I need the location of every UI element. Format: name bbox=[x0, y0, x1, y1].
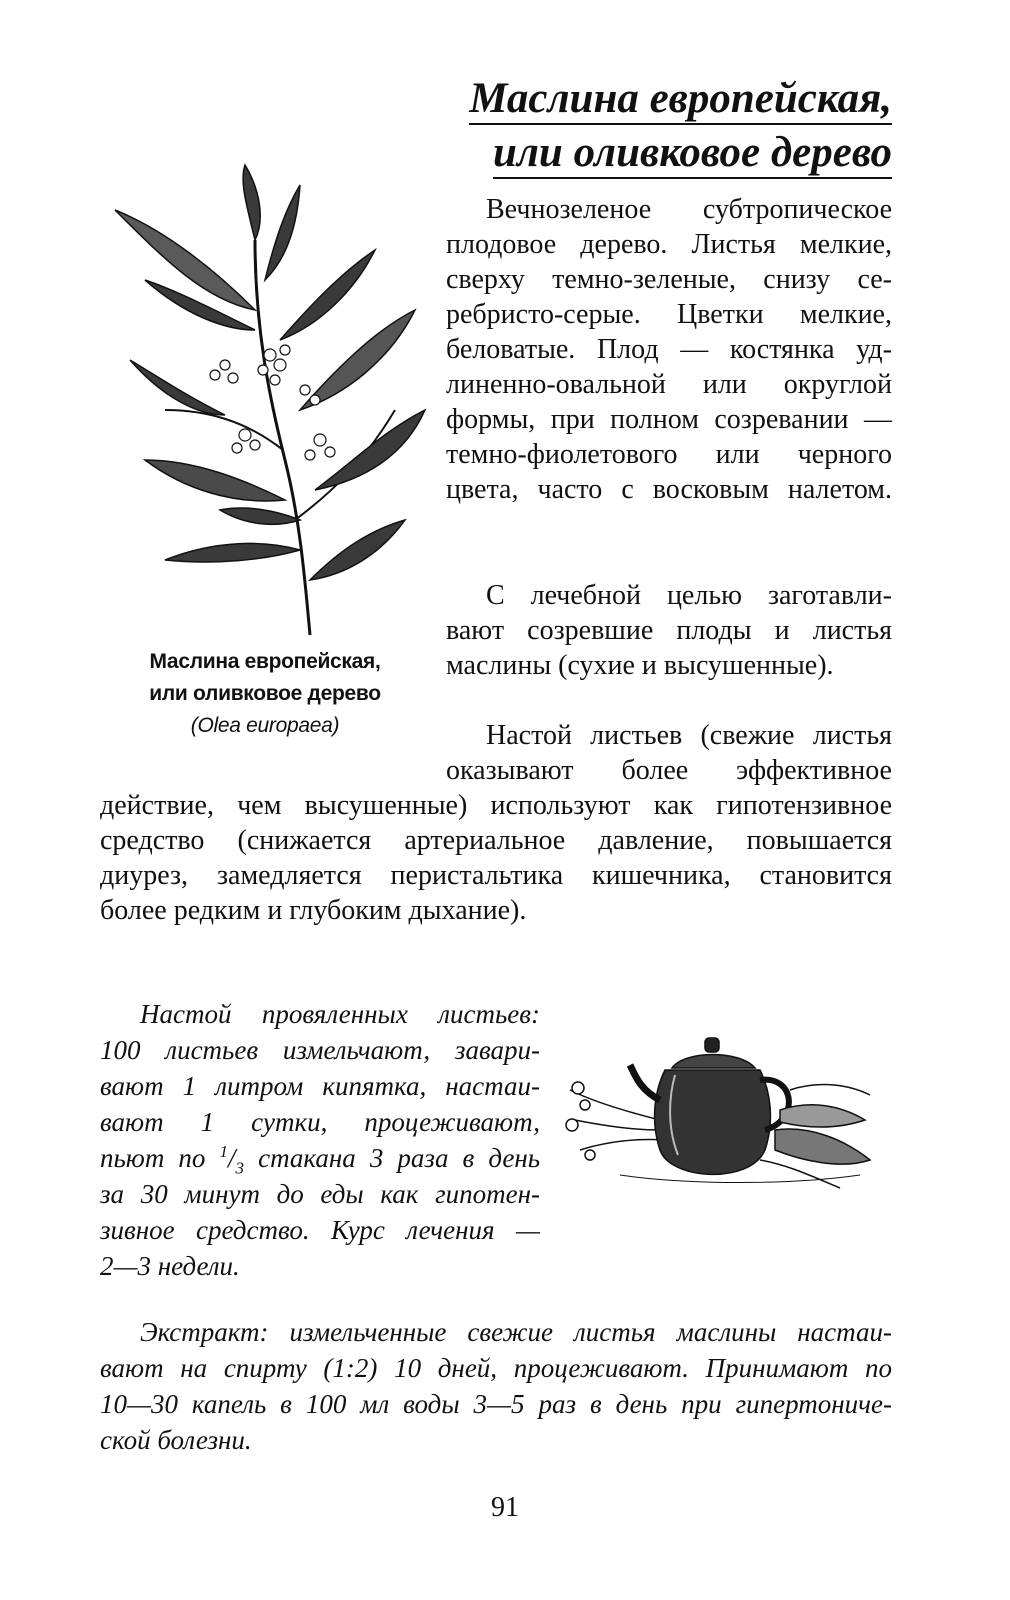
infusion-line: оказывают более эффективное bbox=[446, 755, 892, 786]
description-line: ребристо-серые. Цветки мелкие, bbox=[446, 299, 892, 330]
description-line: беловатые. Плод — костянка уд- bbox=[446, 334, 892, 365]
recipe-line: за 30 минут до еды как гипотен- bbox=[100, 1179, 540, 1209]
description-line: сверху темно-зеленые, снизу се- bbox=[446, 264, 892, 295]
page-title-line-1: Маслина европейская, bbox=[469, 74, 892, 124]
page-title-line-2: или оливковое дерево bbox=[493, 128, 892, 178]
recipe-infusion bbox=[100, 996, 540, 1284]
recipe-line: 2—3 недели. bbox=[100, 1251, 240, 1281]
description-line: цвета, часто с восковым налетом. bbox=[446, 474, 892, 505]
caption-line-2: или оливковое дерево bbox=[149, 682, 381, 705]
illustration-caption bbox=[110, 646, 420, 742]
infusion-line: действие, чем высушенные) используют как гипотензивное bbox=[100, 790, 892, 821]
description-line: Вечнозеленое субтропическое bbox=[486, 194, 892, 225]
infusion-line: средство (снижается артериальное давление, повышается bbox=[100, 825, 892, 856]
harvest-line: вают созревшие плоды и листья bbox=[446, 615, 892, 646]
recipe-extract bbox=[100, 1314, 892, 1458]
description-line: линенно-овальной или округлой bbox=[446, 369, 892, 400]
infusion-note-top bbox=[446, 718, 892, 788]
caption-line-1: Маслина европейская, bbox=[149, 650, 381, 673]
infusion-note-bottom bbox=[100, 788, 892, 928]
recipe-line: Экстракт: измельченные свежие листья маслины настаи- bbox=[140, 1317, 892, 1347]
recipe-line: вают на спирту (1:2) 10 дней, процеживают. Принимают по bbox=[100, 1353, 892, 1383]
description-paragraph bbox=[446, 192, 892, 507]
recipe-line: вают 1 литром кипятка, настаи- bbox=[100, 1071, 540, 1101]
infusion-line: более редким и глубоким дыхание). bbox=[100, 895, 527, 926]
harvest-line: С лечебной целью заготавли- bbox=[486, 580, 892, 611]
teapot-with-herbs-illustration bbox=[560, 1030, 880, 1190]
recipe-line: Настой провяленных листьев: bbox=[140, 999, 540, 1029]
recipe-line: ской болезни. bbox=[100, 1425, 252, 1455]
infusion-line: Настой листьев (свежие листья bbox=[486, 720, 892, 751]
harvest-line: маслины (сухие и высушенные). bbox=[446, 650, 834, 681]
recipe-line: пьют по $^1/_3$ стакана 3 раза в день bbox=[100, 1142, 540, 1178]
recipe-line: 100 листьев измельчают, завари- bbox=[100, 1035, 540, 1065]
recipe-line: вают 1 сутки, процеживают, bbox=[100, 1107, 540, 1137]
page-number: 91 bbox=[491, 1492, 519, 1523]
olive-branch-illustration bbox=[105, 160, 435, 640]
description-line: темно-фиолетового или черного bbox=[446, 439, 892, 470]
recipe-line: 10—30 капель в 100 мл воды 3—5 раз в день при гипертониче- bbox=[100, 1389, 892, 1419]
caption-latin-name: (Olea europaea) bbox=[190, 714, 340, 737]
harvest-paragraph bbox=[446, 578, 892, 683]
infusion-line: диурез, замедляется перистальтика кишечника, становится bbox=[100, 860, 892, 891]
recipe-line: зивное средство. Курс лечения — bbox=[100, 1215, 540, 1245]
description-line: плодовое дерево. Листья мелкие, bbox=[446, 229, 892, 260]
description-line: формы, при полном созревании — bbox=[446, 404, 892, 435]
